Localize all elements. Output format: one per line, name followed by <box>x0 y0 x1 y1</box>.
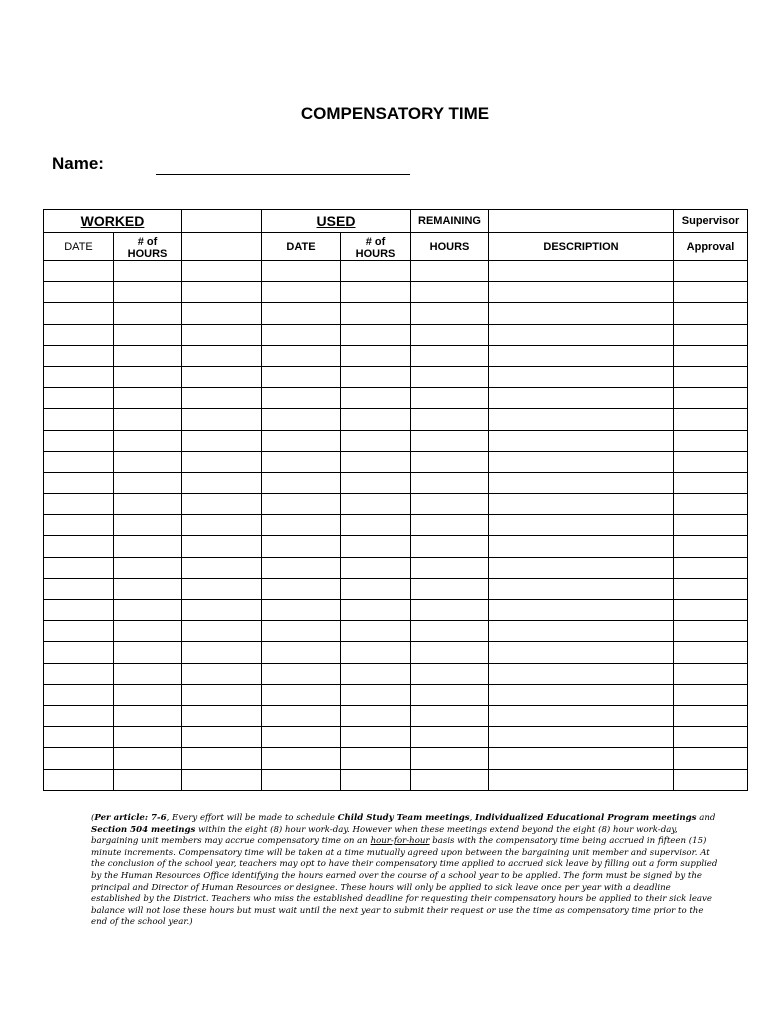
used-hours-cell[interactable] <box>341 515 411 536</box>
blank-cell[interactable] <box>182 303 262 324</box>
used-date-cell[interactable] <box>262 261 341 282</box>
footnote-text-1: , Every effort will be made to schedule <box>166 813 338 823</box>
worked-date-cell[interactable] <box>44 494 114 515</box>
worked-hours-cell[interactable] <box>114 282 182 303</box>
description-cell[interactable] <box>489 621 674 642</box>
blank-cell[interactable] <box>182 600 262 621</box>
description-cell[interactable] <box>489 282 674 303</box>
description-cell[interactable] <box>489 748 674 769</box>
description-cell[interactable] <box>489 663 674 684</box>
supervisor-approval-cell[interactable] <box>674 769 748 790</box>
description-header: DESCRIPTION <box>489 233 674 261</box>
blank-cell[interactable] <box>182 472 262 493</box>
worked-hours-cell[interactable] <box>114 494 182 515</box>
footnote-article: Per article: 7-6 <box>94 813 167 823</box>
worked-date-cell[interactable] <box>44 748 114 769</box>
blank-cell[interactable] <box>182 536 262 557</box>
remaining-hours-cell[interactable] <box>411 451 489 472</box>
blank-cell[interactable] <box>182 727 262 748</box>
used-date-cell[interactable] <box>262 536 341 557</box>
worked-date-cell[interactable] <box>44 557 114 578</box>
remaining-hours-cell[interactable] <box>411 663 489 684</box>
blank-cell[interactable] <box>182 621 262 642</box>
blank-cell[interactable] <box>182 663 262 684</box>
worked-hours-cell[interactable] <box>114 324 182 345</box>
table-row <box>44 705 748 726</box>
remaining-hours-cell[interactable] <box>411 557 489 578</box>
supervisor-approval-cell[interactable] <box>674 621 748 642</box>
used-date-cell[interactable] <box>262 472 341 493</box>
used-date-cell[interactable] <box>262 388 341 409</box>
supervisor-approval-cell[interactable] <box>674 282 748 303</box>
name-input-line[interactable] <box>156 174 410 175</box>
supervisor-header: Supervisor <box>674 210 748 233</box>
used-hours-header <box>341 233 411 261</box>
remaining-hours-cell[interactable] <box>411 621 489 642</box>
used-date-cell[interactable] <box>262 621 341 642</box>
supervisor-approval-cell[interactable] <box>674 684 748 705</box>
header-row-bottom <box>44 233 748 261</box>
blank-cell[interactable] <box>182 515 262 536</box>
used-hours-cell[interactable] <box>341 324 411 345</box>
blank-cell[interactable] <box>182 684 262 705</box>
blank-cell[interactable] <box>182 261 262 282</box>
used-hours-cell[interactable] <box>341 303 411 324</box>
remaining-hours-cell[interactable] <box>411 345 489 366</box>
used-hours-cell[interactable] <box>341 282 411 303</box>
used-date-cell[interactable] <box>262 727 341 748</box>
worked-hours-cell[interactable] <box>114 472 182 493</box>
header-blank-col <box>182 210 262 233</box>
worked-date-cell[interactable] <box>44 600 114 621</box>
worked-hours-cell[interactable] <box>114 727 182 748</box>
supervisor-approval-cell[interactable] <box>674 557 748 578</box>
blank-cell[interactable] <box>182 494 262 515</box>
description-cell[interactable] <box>489 451 674 472</box>
description-cell[interactable] <box>489 430 674 451</box>
remaining-hours-cell[interactable] <box>411 642 489 663</box>
description-cell[interactable] <box>489 472 674 493</box>
used-date-cell[interactable] <box>262 430 341 451</box>
remaining-hours-cell[interactable] <box>411 324 489 345</box>
header-row-top <box>44 210 748 233</box>
worked-hours-cell[interactable] <box>114 451 182 472</box>
footnote-hour-for-hour: hour-for-hour <box>370 836 430 847</box>
table-row <box>44 282 748 303</box>
worked-date-header: DATE <box>44 233 114 261</box>
worked-date-cell[interactable] <box>44 366 114 387</box>
used-date-cell[interactable] <box>262 600 341 621</box>
description-cell[interactable] <box>489 769 674 790</box>
blank-cell[interactable] <box>182 388 262 409</box>
worked-date-cell[interactable] <box>44 515 114 536</box>
table-row <box>44 642 748 663</box>
used-hours-cell[interactable] <box>341 409 411 430</box>
used-hours-cell[interactable] <box>341 345 411 366</box>
table-row <box>44 769 748 790</box>
blank-cell[interactable] <box>182 642 262 663</box>
worked-date-cell[interactable] <box>44 642 114 663</box>
used-hours-cell[interactable] <box>341 642 411 663</box>
description-cell[interactable] <box>489 366 674 387</box>
table-row <box>44 430 748 451</box>
used-hours-cell[interactable] <box>341 536 411 557</box>
worked-hours-cell[interactable] <box>114 748 182 769</box>
remaining-hours-cell[interactable] <box>411 748 489 769</box>
remaining-hours-cell[interactable] <box>411 536 489 557</box>
description-cell[interactable] <box>489 600 674 621</box>
supervisor-approval-cell[interactable] <box>674 494 748 515</box>
footnote-text-2: within the eight (8) hour work-day. However when these meetings extend beyond the eight (8) hour work-day, bargaining unit members may accrue compensatory time on an <box>91 824 678 847</box>
used-hours-cell[interactable] <box>341 578 411 599</box>
footnote-open: ( <box>91 813 95 823</box>
used-date-cell[interactable] <box>262 557 341 578</box>
used-hours-cell[interactable] <box>341 557 411 578</box>
supervisor-approval-cell[interactable] <box>674 472 748 493</box>
description-cell[interactable] <box>489 409 674 430</box>
used-date-cell[interactable] <box>262 345 341 366</box>
worked-hours-cell[interactable] <box>114 261 182 282</box>
supervisor-approval-cell[interactable] <box>674 705 748 726</box>
used-date-cell[interactable] <box>262 769 341 790</box>
remaining-hours-cell[interactable] <box>411 515 489 536</box>
table-row <box>44 345 748 366</box>
worked-hours-cell[interactable] <box>114 388 182 409</box>
worked-hours-header <box>114 233 182 261</box>
supervisor-approval-cell[interactable] <box>674 430 748 451</box>
used-hours-cell[interactable] <box>341 769 411 790</box>
remaining-hours-cell[interactable] <box>411 303 489 324</box>
description-cell[interactable] <box>489 642 674 663</box>
worked-date-cell[interactable] <box>44 536 114 557</box>
worked-hours-cell[interactable] <box>114 663 182 684</box>
table-row <box>44 748 748 769</box>
used-date-cell[interactable] <box>262 578 341 599</box>
remaining-hours-cell[interactable] <box>411 388 489 409</box>
table-row <box>44 388 748 409</box>
worked-hours-cell[interactable] <box>114 684 182 705</box>
worked-date-cell[interactable] <box>44 409 114 430</box>
table-row <box>44 684 748 705</box>
name-label: Name: <box>52 154 104 173</box>
used-hours-cell[interactable] <box>341 727 411 748</box>
used-date-cell[interactable] <box>262 748 341 769</box>
worked-date-cell[interactable] <box>44 578 114 599</box>
blank-cell[interactable] <box>182 345 262 366</box>
description-cell[interactable] <box>489 515 674 536</box>
worked-hours-cell[interactable] <box>114 430 182 451</box>
blank-cell[interactable] <box>182 557 262 578</box>
footnote-iep: Individualized Educational Program meetings <box>475 813 697 823</box>
table-row <box>44 324 748 345</box>
used-hours-cell[interactable] <box>341 705 411 726</box>
table-row <box>44 536 748 557</box>
worked-hours-cell[interactable] <box>114 536 182 557</box>
supervisor-approval-cell[interactable] <box>674 642 748 663</box>
used-hours-cell[interactable] <box>341 494 411 515</box>
worked-date-cell[interactable] <box>44 663 114 684</box>
used-date-header: DATE <box>262 233 341 261</box>
used-date-cell[interactable] <box>262 642 341 663</box>
table-row <box>44 261 748 282</box>
blank-cell[interactable] <box>182 366 262 387</box>
supervisor-approval-cell[interactable] <box>674 578 748 599</box>
worked-date-cell[interactable] <box>44 388 114 409</box>
table-row <box>44 663 748 684</box>
remaining-hours-cell[interactable] <box>411 472 489 493</box>
used-hours-cell[interactable] <box>341 748 411 769</box>
description-cell[interactable] <box>489 494 674 515</box>
used-hours-label: # of HOURS <box>355 236 396 260</box>
worked-hours-cell[interactable] <box>114 578 182 599</box>
worked-date-cell[interactable] <box>44 345 114 366</box>
used-date-cell[interactable] <box>262 366 341 387</box>
remaining-hours-cell[interactable] <box>411 261 489 282</box>
blank-col-header <box>182 233 262 261</box>
remaining-hours-cell[interactable] <box>411 430 489 451</box>
worked-hours-cell[interactable] <box>114 621 182 642</box>
table-row <box>44 303 748 324</box>
used-date-cell[interactable] <box>262 409 341 430</box>
blank-cell[interactable] <box>182 282 262 303</box>
worked-date-cell[interactable] <box>44 769 114 790</box>
blank-cell[interactable] <box>182 324 262 345</box>
description-cell[interactable] <box>489 261 674 282</box>
description-cell[interactable] <box>489 727 674 748</box>
worked-date-cell[interactable] <box>44 451 114 472</box>
footnote-504: Section 504 meetings <box>91 824 196 835</box>
remaining-hours-cell[interactable] <box>411 727 489 748</box>
supervisor-approval-cell[interactable] <box>674 324 748 345</box>
remaining-hours-cell[interactable] <box>411 705 489 726</box>
worked-date-cell[interactable] <box>44 705 114 726</box>
used-date-cell[interactable] <box>262 303 341 324</box>
used-hours-cell[interactable] <box>341 600 411 621</box>
worked-date-cell[interactable] <box>44 261 114 282</box>
approval-header: Approval <box>674 233 748 261</box>
remaining-hours-cell[interactable] <box>411 769 489 790</box>
used-date-cell[interactable] <box>262 515 341 536</box>
remaining-hours-cell[interactable] <box>411 494 489 515</box>
table-row <box>44 494 748 515</box>
blank-cell[interactable] <box>182 705 262 726</box>
blank-cell[interactable] <box>182 430 262 451</box>
remaining-hours-cell[interactable] <box>411 600 489 621</box>
table-row <box>44 409 748 430</box>
footnote-text-3: basis with the compensatory time being accrued in fifteen (15) minute increments. Compensatory time will be taken at a time mutually agreed upon between the bargaining unit member and supervisor. At the conclusion of the school year, teachers may opt to have their compensatory time applied to accrued sick leave by filling out a form supplied by the Human Resources Office identifying the hours earned over the course of a school year to be applied. The form must be signed by the principal and Director of Human Resources or designee. These hours will only be applied to sick leave once per year with a deadline established by the District. Teachers who miss the established deadline for requesting their compensatory hours be applied to their sick leave balance will not lose these hours but must wait until the next year to submit their request or use the time as compensatory time prior to the end of the school year.) <box>91 836 718 928</box>
supervisor-approval-cell[interactable] <box>674 727 748 748</box>
used-date-cell[interactable] <box>262 324 341 345</box>
worked-date-cell[interactable] <box>44 727 114 748</box>
worked-hours-cell[interactable] <box>114 705 182 726</box>
blank-cell[interactable] <box>182 451 262 472</box>
blank-cell[interactable] <box>182 409 262 430</box>
remaining-hours-cell[interactable] <box>411 366 489 387</box>
table-row <box>44 557 748 578</box>
supervisor-approval-cell[interactable] <box>674 388 748 409</box>
used-hours-cell[interactable] <box>341 366 411 387</box>
supervisor-approval-cell[interactable] <box>674 261 748 282</box>
footnote-comma: , <box>469 813 476 823</box>
table-row <box>44 366 748 387</box>
worked-hours-cell[interactable] <box>114 409 182 430</box>
worked-date-cell[interactable] <box>44 282 114 303</box>
blank-cell[interactable] <box>182 769 262 790</box>
table-row <box>44 515 748 536</box>
description-cell[interactable] <box>489 324 674 345</box>
remaining-hours-cell[interactable] <box>411 578 489 599</box>
worked-hours-cell[interactable] <box>114 303 182 324</box>
remaining-header: REMAINING <box>411 210 489 233</box>
description-cell[interactable] <box>489 536 674 557</box>
form-title: COMPENSATORY TIME <box>300 104 490 123</box>
worked-header: WORKED <box>44 210 182 233</box>
supervisor-approval-cell[interactable] <box>674 536 748 557</box>
description-header-top <box>489 210 674 233</box>
table-row <box>44 451 748 472</box>
used-hours-cell[interactable] <box>341 472 411 493</box>
used-hours-cell[interactable] <box>341 451 411 472</box>
supervisor-approval-cell[interactable] <box>674 748 748 769</box>
footnote-and: and <box>696 813 716 823</box>
worked-date-cell[interactable] <box>44 324 114 345</box>
worked-date-cell[interactable] <box>44 684 114 705</box>
description-cell[interactable] <box>489 684 674 705</box>
used-hours-cell[interactable] <box>341 430 411 451</box>
worked-hours-cell[interactable] <box>114 345 182 366</box>
supervisor-approval-cell[interactable] <box>674 515 748 536</box>
remaining-hours-cell[interactable] <box>411 409 489 430</box>
blank-cell[interactable] <box>182 578 262 599</box>
supervisor-approval-cell[interactable] <box>674 366 748 387</box>
supervisor-approval-cell[interactable] <box>674 409 748 430</box>
worked-hours-cell[interactable] <box>114 515 182 536</box>
worked-hours-cell[interactable] <box>114 557 182 578</box>
blank-cell[interactable] <box>182 748 262 769</box>
worked-date-cell[interactable] <box>44 303 114 324</box>
footnote <box>91 813 721 929</box>
description-cell[interactable] <box>489 578 674 599</box>
description-cell[interactable] <box>489 388 674 409</box>
used-date-cell[interactable] <box>262 663 341 684</box>
table-row <box>44 727 748 748</box>
used-date-cell[interactable] <box>262 494 341 515</box>
remaining-hours-cell[interactable] <box>411 282 489 303</box>
worked-hours-cell[interactable] <box>114 642 182 663</box>
used-date-cell[interactable] <box>262 705 341 726</box>
description-cell[interactable] <box>489 557 674 578</box>
supervisor-approval-cell[interactable] <box>674 303 748 324</box>
worked-hours-label: # of HOURS <box>127 236 168 260</box>
remaining-hours-cell[interactable] <box>411 684 489 705</box>
description-cell[interactable] <box>489 303 674 324</box>
worked-date-cell[interactable] <box>44 621 114 642</box>
used-date-cell[interactable] <box>262 684 341 705</box>
used-date-cell[interactable] <box>262 451 341 472</box>
used-hours-cell[interactable] <box>341 684 411 705</box>
table-row <box>44 600 748 621</box>
table-row <box>44 621 748 642</box>
supervisor-approval-cell[interactable] <box>674 451 748 472</box>
worked-hours-cell[interactable] <box>114 600 182 621</box>
used-header: USED <box>262 210 411 233</box>
worked-hours-cell[interactable] <box>114 769 182 790</box>
worked-hours-cell[interactable] <box>114 366 182 387</box>
remaining-hours-header: HOURS <box>411 233 489 261</box>
table-row <box>44 472 748 493</box>
worked-date-cell[interactable] <box>44 472 114 493</box>
used-hours-cell[interactable] <box>341 261 411 282</box>
used-date-cell[interactable] <box>262 282 341 303</box>
used-hours-cell[interactable] <box>341 663 411 684</box>
supervisor-approval-cell[interactable] <box>674 663 748 684</box>
used-hours-cell[interactable] <box>341 621 411 642</box>
supervisor-approval-cell[interactable] <box>674 600 748 621</box>
used-hours-cell[interactable] <box>341 388 411 409</box>
supervisor-approval-cell[interactable] <box>674 345 748 366</box>
description-cell[interactable] <box>489 705 674 726</box>
compensatory-time-table <box>43 209 748 791</box>
description-cell[interactable] <box>489 345 674 366</box>
worked-date-cell[interactable] <box>44 430 114 451</box>
table-row <box>44 578 748 599</box>
footnote-cst: Child Study Team meetings <box>337 813 470 823</box>
